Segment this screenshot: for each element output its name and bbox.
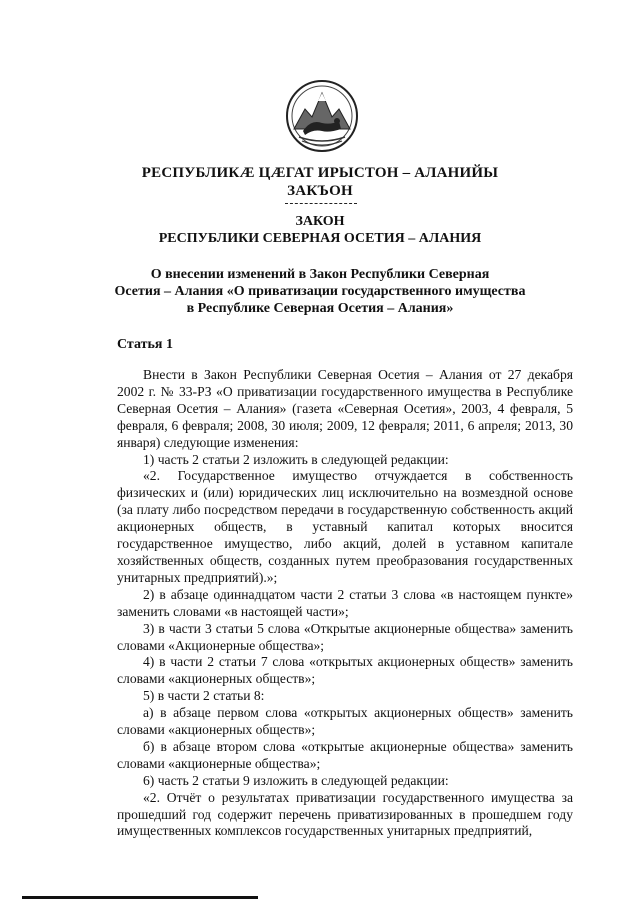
- paragraph: «2. Отчёт о результатах приватизации государственного имущества за прошедший год содержит перечень приватизированных в прошедшем году имущественных комплексов государственных унитарных предприятий,: [117, 789, 573, 839]
- law-title-line2: РЕСПУБЛИКИ СЕВЕРНАЯ ОСЕТИЯ – АЛАНИЯ: [158, 231, 482, 246]
- paragraph: 2) в абзаце одиннадцатом части 2 статьи 3 слова «в настоящем пункте» заменить словами «в настоящей части»;: [117, 586, 573, 619]
- paragraph: б) в абзаце втором слова «открытые акционерные общества» заменить словами «акционерные общества»;: [117, 738, 573, 771]
- law-subject-line1: О внесении изменений в Закон Республики Северная: [150, 267, 490, 282]
- paragraph: Внести в Закон Республики Северная Осетия – Алания от 27 декабря 2002 г. № 33-РЗ «О приватизации государственного имущества в Республике Северная Осетия – Алания» (газета «Северная Осетия», 2003, 4 февраля, 5 февраля, 6 февраля; 2008, 30 июля; 2009, 12 февраля; 2011, 6 апреля; 2013, 30 января) следующие изменения:: [117, 367, 573, 450]
- paragraph: 3) в части 3 статьи 5 слова «Открытые акционерные общества» заменить словами «Акционерные общества»;: [117, 620, 573, 653]
- paragraph: 4) в части 2 статьи 7 слова «открытых акционерных обществ» заменить словами «акционерных обществ»;: [117, 654, 573, 687]
- law-subject: [0, 266, 640, 317]
- paragraph: 6) часть 2 статьи 9 изложить в следующей редакции:: [143, 772, 449, 788]
- footer-rule: [22, 896, 258, 899]
- law-subject-line3: в Республике Северная Осетия – Алания»: [186, 301, 454, 316]
- law-word-ossetian: ЗАКЪОН: [287, 183, 353, 199]
- law-title-line1: ЗАКОН: [295, 214, 345, 229]
- republic-name-ossetian: РЕСПУБЛИКÆ ЦÆГАТ ИРЫСТОН – АЛАНИЙЫ: [141, 165, 499, 181]
- paragraph: а) в абзаце первом слова «открытых акционерных обществ» заменить словами «акционерных обществ»;: [117, 705, 573, 738]
- header-separator: [285, 203, 357, 204]
- law-subject-line2: Осетия – Алания «О приватизации государственного имущества: [114, 284, 526, 299]
- law-title: [0, 213, 640, 247]
- article-body: [117, 367, 573, 840]
- article-heading: Статья 1: [117, 337, 173, 352]
- paragraph: «2. Государственное имущество отчуждается в собственность физических и (или) юридических лиц исключительно на возмездной основе (за плату либо посредством передачи в государственную собственность акций акционерных обществ, в уставный капитал которых вносится государственное имущество, либо акций, долей в уставном капитале хозяйственных обществ, созданных путем преобразования государственных унитарных предприятий).»;: [117, 468, 573, 585]
- paragraph: 5) в части 2 статьи 8:: [143, 688, 265, 704]
- paragraph: 1) часть 2 статьи 2 изложить в следующей редакции:: [143, 451, 449, 467]
- coat-of-arms-emblem: [285, 79, 359, 153]
